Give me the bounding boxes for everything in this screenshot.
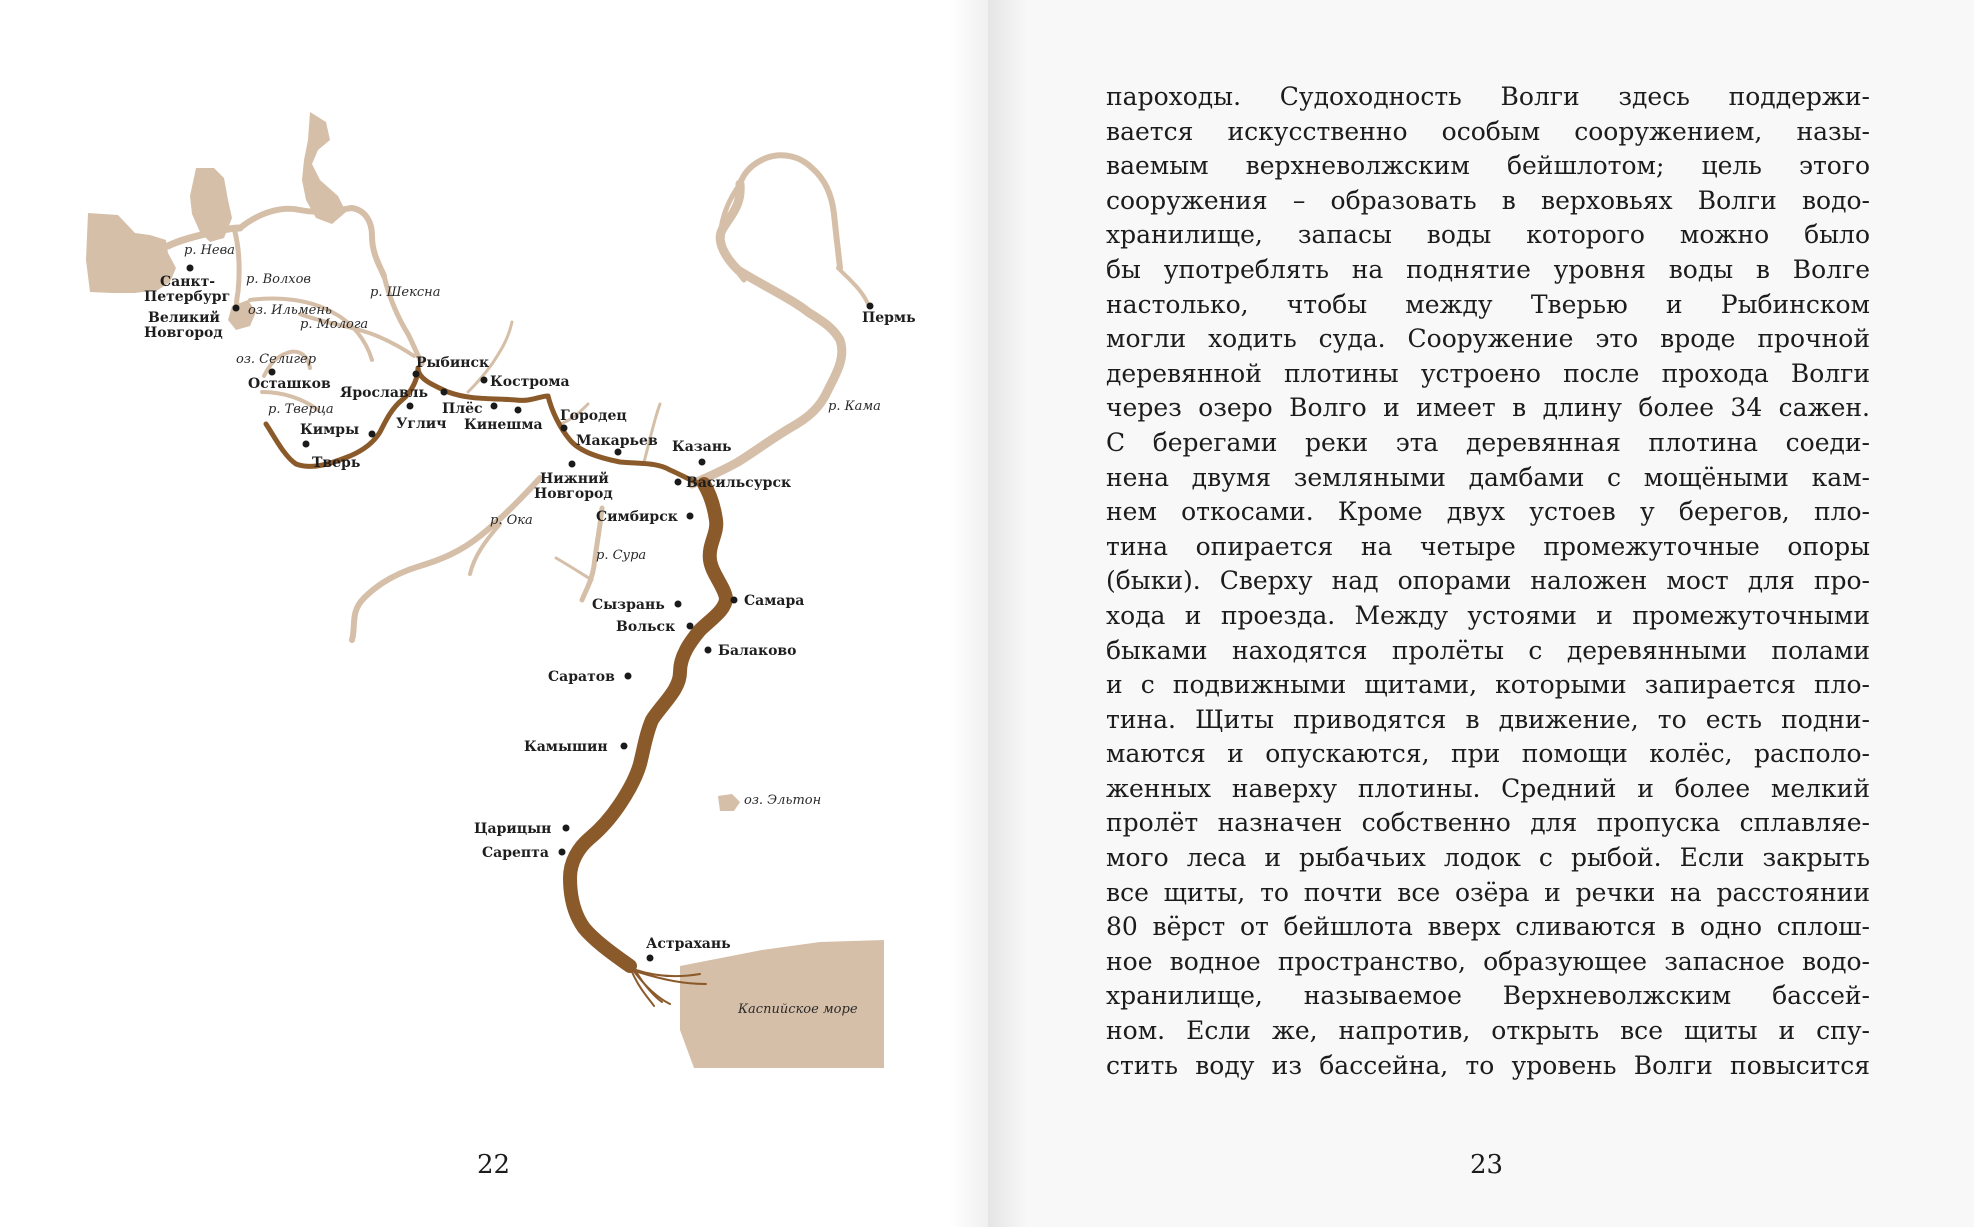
text-line: 80 вёрст от бейшлота вверх сливаются в одно сплош- [1106,912,1870,942]
label-elton: оз. Эльтон [744,793,822,808]
river-svir-system [240,208,384,276]
dot-kineshma [515,407,522,414]
dot-uglich [407,403,414,410]
text-line: С берегами реки эта деревянная плотина соеди- [1106,427,1870,457]
dot-kazan [699,459,706,466]
label-caspian: Каспийское море [738,1002,858,1017]
city-label-sarepta: Сарепта [482,845,549,861]
lake-elton [718,794,740,811]
city-label-gorodets: Городец [560,408,627,424]
dot-yaroslavl [441,389,448,396]
text-line: нена двумя земляными дамбами с мощёными кам- [1106,462,1870,492]
dot-kostroma [481,377,488,384]
text-line: тина опирается на четыре промежуточные опоры [1106,531,1870,561]
text-line: ное водное пространство, образующее запасное водо- [1106,946,1870,976]
dot-perm [867,303,874,310]
city-label-spb: Санкт-Петербург [144,274,231,305]
dot-tver [369,431,376,438]
label-ilmen: оз. Ильмень [248,303,332,318]
label-sura: р. Сура [596,548,647,563]
text-line: стить воду из бассейна, то уровень Волги повысится [1106,1050,1870,1080]
dot-spb [187,265,194,272]
city-label-kamyshin: Камышин [524,739,608,755]
label-seliger: оз. Селигер [236,352,317,367]
dot-volsk [687,623,694,630]
gutter-shadow-left [948,0,988,1227]
dot-novgorod [233,305,240,312]
city-label-perm: Пермь [862,310,916,326]
city-label-volsk: Вольск [616,619,676,635]
dot-simbirsk [687,513,694,520]
text-line: хранилище, запасы воды которого можно было [1106,220,1870,250]
city-label-balakovo: Балаково [718,643,797,659]
city-label-astrakhan: Астрахань [646,936,731,952]
city-label-simbirsk: Симбирск [596,509,678,525]
city-label-kostroma: Кострома [490,374,570,390]
dot-vasilsursk [675,479,682,486]
city-label-syzran: Сызрань [592,597,665,613]
city-label-novgorod: Великий Новгород [144,310,223,341]
city-label-saratov: Саратов [548,669,615,685]
text-line: через озеро Волго и имеет в длину более 34 сажен. [1106,393,1870,423]
dot-syzran [675,601,682,608]
dot-sarepta [559,849,566,856]
city-label-rybinsk: Рыбинск [416,355,490,371]
body-text [1106,80,1870,1083]
city-label-ples: Плёс [442,401,483,417]
city-label-uglich: Углич [396,416,447,432]
river-moksha [556,558,592,580]
label-mologa: р. Молога [300,317,369,332]
city-label-yaroslavl: Ярославль [340,385,429,401]
city-label-kimry: Кимры [300,422,360,438]
city-label-ostashkov: Осташков [248,376,331,392]
label-kama: р. Кама [828,399,881,414]
label-volkhov: р. Волхов [246,272,311,287]
dot-balakovo [705,647,712,654]
text-line: сооружения – образовать в верховьях Волги водо- [1106,185,1870,215]
text-line: вается искусственно особым сооружением, назы- [1106,116,1870,146]
text-line: настолько, чтобы между Тверью и Рыбинском [1106,289,1870,319]
text-line: бы употреблять на поднятие уровня воды в Волге [1106,254,1870,284]
text-line: ваемым верхневолжским бейшлотом; цель этого [1106,151,1870,181]
river-volkhov [234,228,239,316]
text-line: маются и опускаются, при помощи колёс, располо- [1106,739,1870,769]
text-line: хода и проезда. Между устоями и промежуточными [1106,600,1870,630]
dot-astrakhan [647,955,654,962]
dot-kamyshin [621,743,628,750]
city-label-tver: Тверь [312,455,361,471]
text-line: и с подвижными щитами, которыми запирается пло- [1106,670,1870,700]
dot-nizhny [569,461,576,468]
label-sheksna: р. Шексна [370,285,441,300]
city-label-nizhny: Нижний Новгород [534,471,613,502]
text-line: деревянной плотины устроено после прохода Волги [1106,358,1870,388]
text-line: хранилище, называемое Верхневолжским бассей- [1106,981,1870,1011]
text-line: нем откосами. Кроме двух устоев у берегов, пло- [1106,497,1870,527]
page-number-right: 23 [1470,1150,1504,1180]
text-line: пролёт назначен собственно для пропуска сплавляе- [1106,808,1870,838]
river-oka [352,478,540,640]
dot-ples [491,403,498,410]
dot-gorodets [561,425,568,432]
text-line: все щиты, то почти все озёра и речки на расстоянии [1106,877,1870,907]
city-label-makaryev: Макарьев [576,433,658,449]
city-label-samara: Самара [744,593,805,609]
city-label-kazan: Казань [672,439,732,455]
dot-kimry [303,441,310,448]
dot-samara [731,597,738,604]
dot-rybinsk [413,371,420,378]
city-label-kineshma: Кинешма [464,417,543,433]
dot-saratov [625,673,632,680]
river-kama-east [838,268,868,304]
label-oka: р. Ока [490,513,533,528]
text-line: пароходы. Судоходность Волги здесь поддержи- [1106,82,1870,111]
text-line: (быки). Сверху над опорами наложен мост для про- [1106,566,1870,596]
label-neva: р. Нева [184,243,235,258]
text-line: быками находятся пролёты с деревянными полами [1106,635,1870,665]
dot-tsaritsyn [563,825,570,832]
dot-ostashkov [269,369,276,376]
text-line: женных наверху плотины. Средний и более мелкий [1106,773,1870,803]
text-line: могли ходить суда. Сооружение это вроде прочной [1106,324,1870,354]
dot-makaryev [615,449,622,456]
label-tvertsa: р. Тверца [268,402,334,417]
text-line: мого леса и рыбачьих лодок с рыбой. Если закрыть [1106,843,1870,873]
river-kama-top [740,155,840,268]
city-label-vasilsursk: Васильсурск [686,475,792,491]
text-line: тина. Щиты приводятся в движение, то есть подни- [1106,704,1870,734]
text-line: ном. Если же, напротив, открыть все щиты и спу- [1106,1016,1870,1046]
city-label-tsaritsyn: Царицын [474,821,552,837]
page-number-left: 22 [477,1150,511,1180]
gutter-shadow-right [988,0,1028,1227]
